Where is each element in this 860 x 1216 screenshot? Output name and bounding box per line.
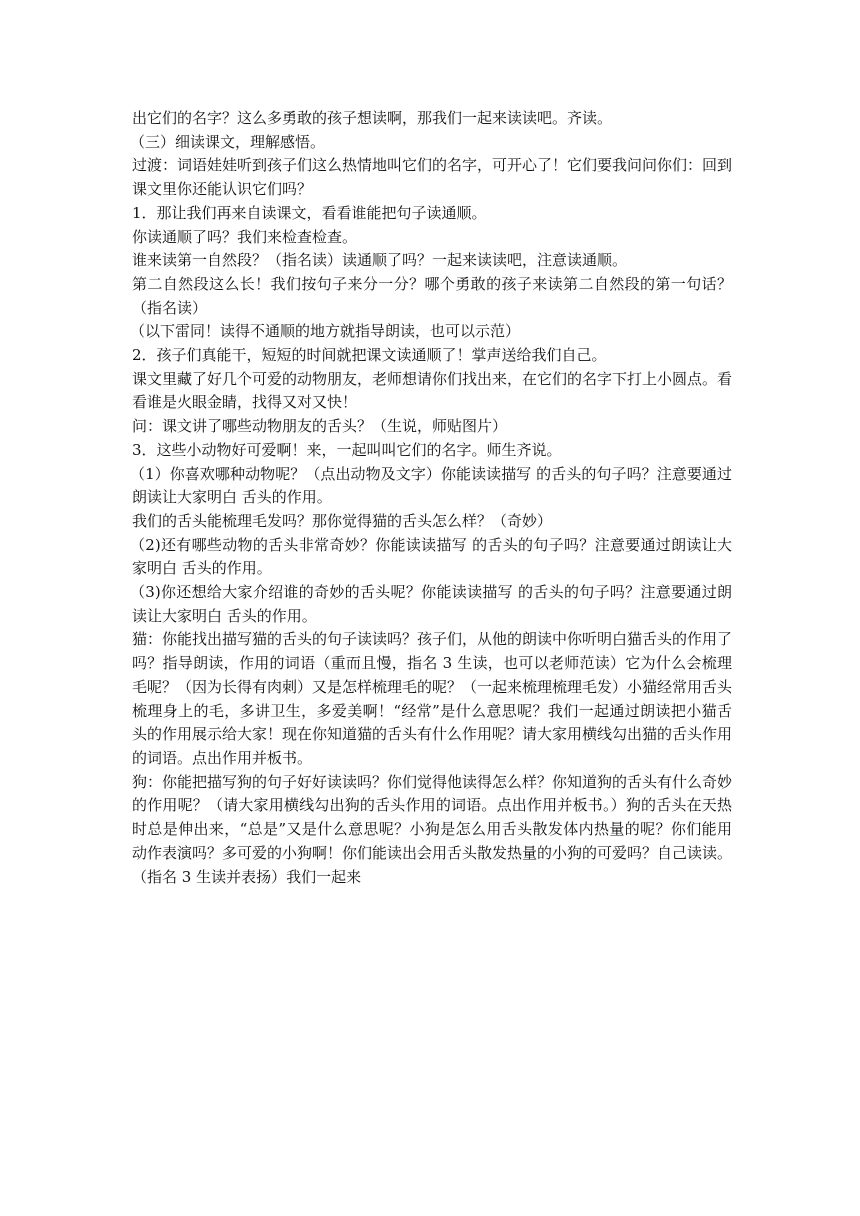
- document-page: [132, 107, 732, 889]
- paragraph: 1．那让我们再来自读课文，看看谁能把句子读通顺。: [132, 203, 487, 222]
- paragraph: 过渡：词语娃娃听到孩子们这么热情地叫它们的名字，可开心了！它们要我问问你们：回到课文里你还能认识它们吗？: [132, 156, 733, 199]
- paragraph: 问：课文讲了哪些动物朋友的舌头？（生说，师贴图片）: [132, 417, 508, 436]
- paragraph: 谁来读第一自然段？（指名读）读通顺了吗？一起来读读吧，注意读通顺。: [132, 251, 628, 270]
- paragraph: 你读通顺了吗？我们来检查检查。: [132, 227, 358, 246]
- paragraph: 我们的舌头能梳理毛发吗？那你觉得猫的舌头怎么样？（奇妙）: [132, 511, 553, 530]
- paragraph: 出它们的名字？这么多勇敢的孩子想读啊，那我们一起来读读吧。齐读。: [132, 109, 613, 127]
- paragraph: 课文里藏了好几个可爱的动物朋友，老师想请你们找出来，在它们的名字下打上小圆点。看看谁是火眼金睛，找得又对又快！: [132, 369, 733, 412]
- paragraph: 3．这些小动物好可爱啊！来，一起叫叫它们的名字。师生齐说。: [132, 440, 562, 459]
- paragraph: 狗：你能把描写狗的句子好好读读吗？你们觉得他读得怎么样？你知道狗的舌头有什么奇妙的作用呢？（请大家用横线勾出狗的舌头作用的词语。点出作用并板书。）狗的舌头在天热时总是伸出来，“总是”又是什么意思呢？小狗是怎么用舌头散发体内热量的呢？你们能用动作表演吗？多可爱的小狗啊！你们能读出会用舌头散发热量的小狗的可爱吗？自己读读。（指名 3 生读并表扬）我们一起来: [132, 772, 733, 886]
- section-heading: （三）细读课文，理解感悟。: [130, 132, 326, 151]
- paragraph: 第二自然段这么长！我们按句子来分一分？哪个勇敢的孩子来读第二自然段的第一句话？（指名读）: [132, 274, 732, 317]
- paragraph: （2)还有哪些动物的舌头非常奇妙？你能读读描写 的舌头的句子吗？注意要通过朗读让大家明白 舌头的作用。: [130, 535, 732, 578]
- paragraph: 猫：你能找出描写猫的舌头的句子读读吗？孩子们，从他的朗读中你听明白猫舌头的作用了吗？指导朗读，作用的词语（重而且慢，指名 3 生读，也可以老师范读）它为什么会梳理毛呢？（因为长得有肉刺）又是怎样梳理毛的呢？（一起来梳理梳理毛发）小猫经常用舌头梳理身上的毛，多讲卫生，多爱美啊！“经常”是什么意思呢？我们一起通过朗读把小猫舌头的作用展示给大家！现在你知道猫的舌头有什么作用呢？请大家用横线勾出猫的舌头作用的词语。点出作用并板书。: [132, 630, 733, 767]
- paragraph: 2．孩子们真能干，短短的时间就把课文读通顺了！掌声送给我们自己。: [132, 346, 607, 365]
- paragraph: （以下雷同！读得不通顺的地方就指导朗读，也可以示范）: [130, 322, 521, 341]
- paragraph: （1）你喜欢哪种动物呢？（点出动物及文字）你能读读描写 的舌头的句子吗？注意要通过朗读让大家明白 舌头的作用。: [130, 464, 732, 507]
- paragraph: （3)你还想给大家介绍谁的奇妙的舌头呢？你能读读描写 的舌头的句子吗？注意要通过朗读让大家明白 舌头的作用。: [130, 583, 732, 625]
